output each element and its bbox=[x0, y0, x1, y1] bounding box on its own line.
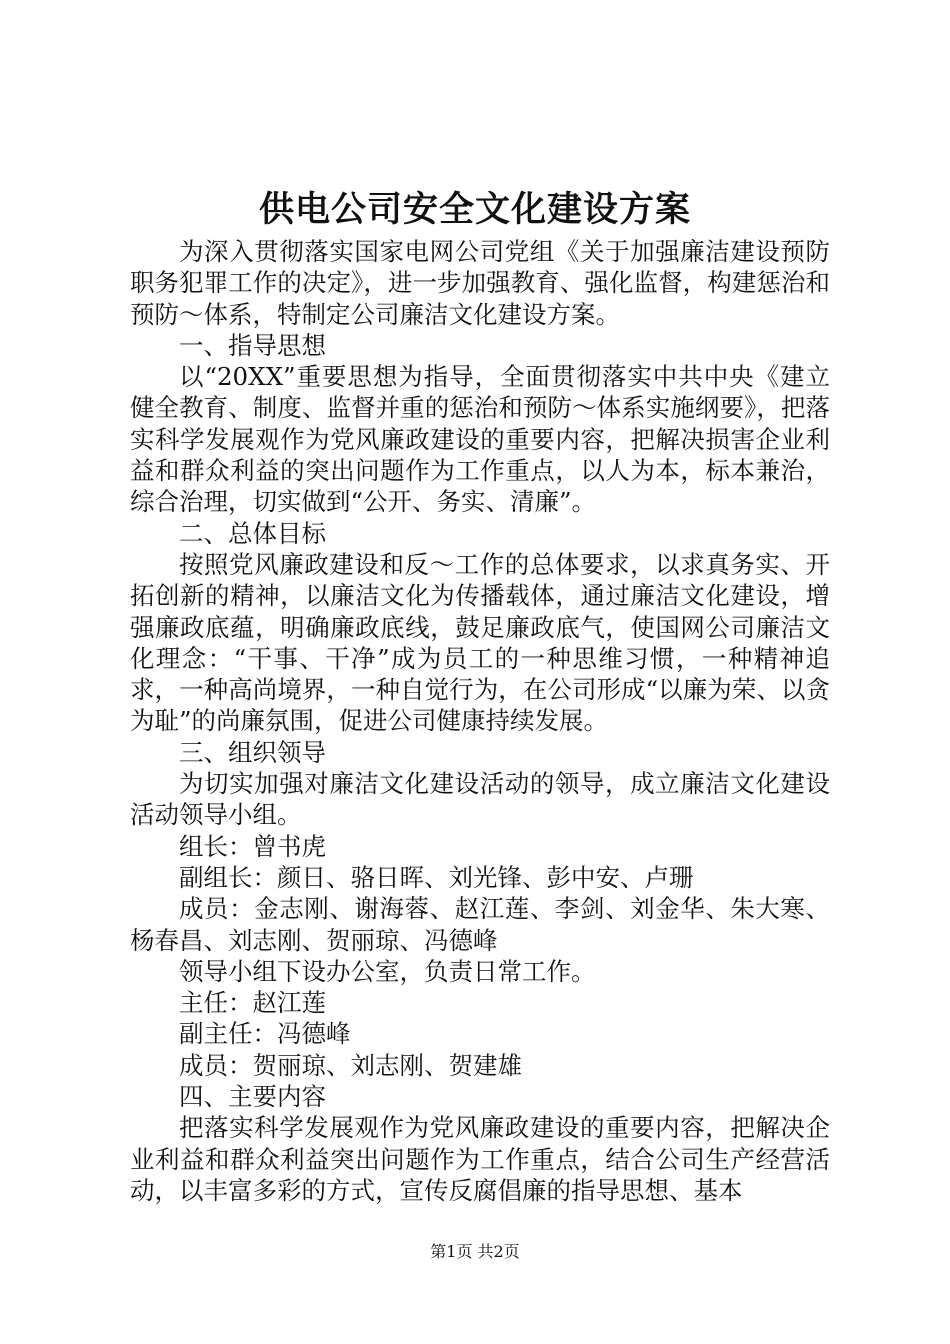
section-heading-organization: 三、组织领导 bbox=[179, 737, 326, 767]
leader-line: 组长：曾书虎 bbox=[179, 831, 326, 861]
paragraph-intro: 为深入贯彻落实国家电网公司党组《关于加强廉洁建设预防职务犯罪工作的决定》，进一步加强教育、强化监督，构建惩治和预防～体系，特制定公司廉洁文化建设方案。 bbox=[130, 237, 830, 329]
page-number-footer: 第1页 共2页 bbox=[430, 1242, 520, 1261]
director-line: 主任：赵江莲 bbox=[179, 988, 326, 1018]
paragraph-organization: 为切实加强对廉洁文化建设活动的领导，成立廉洁文化建设活动领导小组。 bbox=[130, 769, 830, 830]
section-heading-guiding-ideology: 一、指导思想 bbox=[179, 330, 326, 360]
paragraph-main-content: 把落实科学发展观作为党风廉政建设的重要内容，把解决企业利益和群众利益突出问题作为工作重点，结合公司生产经营活动，以丰富多彩的方式，宣传反腐倡廉的指导思想、基本 bbox=[130, 1113, 830, 1205]
deputy-director-line: 副主任：冯德峰 bbox=[179, 1019, 351, 1049]
document-title: 供电公司安全文化建设方案 bbox=[258, 189, 691, 230]
section-heading-main-content: 四、主要内容 bbox=[179, 1082, 326, 1112]
document-body bbox=[130, 236, 830, 1206]
paragraph-overall-goal: 按照党风廉政建设和反～工作的总体要求，以求真务实、开拓创新的精神，以廉洁文化为传播载体，通过廉洁文化建设，增强廉政底蕴，明确廉政底线，鼓足廉政底气，使国网公司廉洁文化理念：“干事、干净”成为员工的一种思维习惯，一种精神追求，一种高尚境界，一种自觉行为，在公司形成“以廉为荣、以贪为耻”的尚廉氛围，促进公司健康持续发展。 bbox=[130, 549, 830, 736]
paragraph-guiding-ideology: 以“20XX”重要思想为指导，全面贯彻落实中共中央《建立健全教育、制度、监督并重的惩治和预防～体系实施纲要》，把落实科学发展观作为党风廉政建设的重要内容，把解决损害企业利益和群众利益的突出问题作为工作重点，以人为本，标本兼治，综合治理，切实做到“公开、务实、清廉”。 bbox=[130, 362, 830, 517]
office-line: 领导小组下设办公室，负责日常工作。 bbox=[179, 956, 596, 986]
deputy-leader-line: 副组长：颜日、骆日晖、刘光锋、彭中安、卢珊 bbox=[179, 862, 694, 892]
office-members-line: 成员：贺丽琼、刘志刚、贺建雄 bbox=[179, 1050, 522, 1080]
members-line: 成员：金志刚、谢海蓉、赵江莲、李剑、刘金华、朱大寒、杨春昌、刘志刚、贺丽琼、冯德峰 bbox=[130, 894, 830, 955]
section-heading-overall-goal: 二、总体目标 bbox=[179, 518, 326, 548]
